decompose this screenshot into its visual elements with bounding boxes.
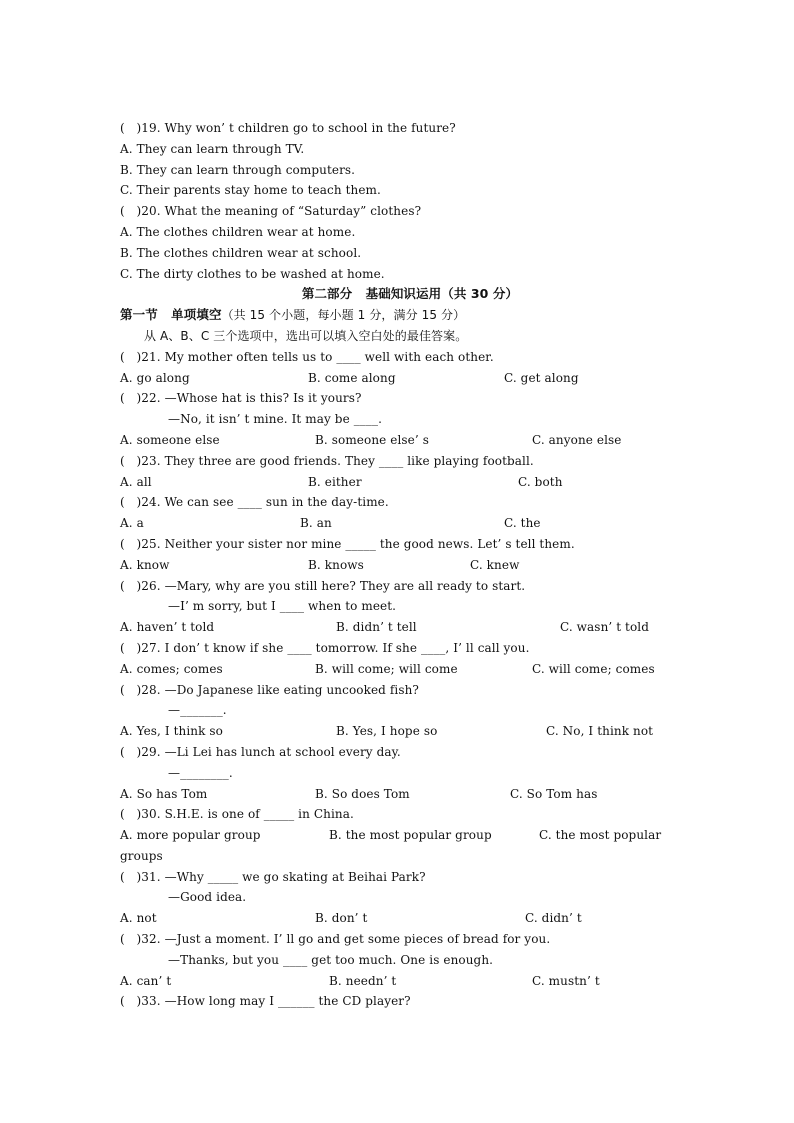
option-23-b: B. either <box>308 474 362 489</box>
reply-28: —_______. <box>168 703 227 718</box>
options-32 <box>120 971 700 992</box>
question-33: ( )33. —How long may I ______ the CD player? <box>120 994 411 1009</box>
option-32-b: B. needn’ t <box>329 973 397 988</box>
options-28 <box>120 721 700 742</box>
reply-29: —________. <box>168 765 233 780</box>
option-30-a: A. more popular group <box>120 828 261 843</box>
section-1-title: 第一节 单项填空 <box>120 307 222 323</box>
option-28-a: A. Yes, I think so <box>120 724 224 739</box>
option-29-c: C. So Tom has <box>510 786 598 801</box>
option-21-b: B. come along <box>308 370 396 385</box>
option-28-c: C. No, I think not <box>546 724 654 739</box>
question-28: ( )28. —Do Japanese like eating uncooked fish? <box>120 682 419 697</box>
option-22-b: B. someone else’ s <box>315 432 429 447</box>
option-31-c: C. didn’ t <box>525 911 582 926</box>
options-24 <box>120 513 700 534</box>
option-20-c: C. The dirty clothes to be washed at home. <box>120 266 385 281</box>
question-32: ( )32. —Just a moment. I’ ll go and get some pieces of bread for you. <box>120 932 551 947</box>
option-26-c: C. wasn’ t told <box>560 620 650 635</box>
options-27 <box>120 659 700 680</box>
option-26-a: A. haven’ t told <box>120 620 215 635</box>
question-29: ( )29. —Li Lei has lunch at school every day. <box>120 744 401 759</box>
option-21-a: A. go along <box>120 370 190 385</box>
option-32-c: C. mustn’ t <box>532 973 600 988</box>
question-22: ( )22. —Whose hat is this? Is it yours? <box>120 391 362 406</box>
exam-page <box>120 118 700 1012</box>
question-20: ( )20. What the meaning of “Saturday” clothes? <box>120 204 422 219</box>
question-23: ( )23. They three are good friends. They ____ like playing football. <box>120 453 534 468</box>
question-30: ( )30. S.H.E. is one of _____ in China. <box>120 807 354 822</box>
option-24-c: C. the <box>504 516 541 531</box>
option-19-a: A. They can learn through TV. <box>120 141 305 156</box>
question-31: ( )31. —Why _____ we go skating at Beihai Park? <box>120 869 426 884</box>
reply-22: —No, it isn’ t mine. It may be ____. <box>168 412 383 427</box>
option-31-a: A. not <box>120 911 157 926</box>
option-20-b: B. The clothes children wear at school. <box>120 245 362 260</box>
options-23 <box>120 472 700 493</box>
options-29 <box>120 784 700 805</box>
option-19-b: B. They can learn through computers. <box>120 162 356 177</box>
options-22 <box>120 430 700 451</box>
option-30-c: C. the most popular <box>539 828 662 843</box>
option-28-b: B. Yes, I hope so <box>336 724 438 739</box>
options-21 <box>120 368 700 389</box>
option-24-a: A. a <box>120 516 144 531</box>
question-19: ( )19. Why won’ t children go to school in the future? <box>120 121 456 135</box>
option-30-b: B. the most popular group <box>329 828 492 843</box>
option-19-c: C. Their parents stay home to teach them. <box>120 183 381 198</box>
option-22-a: A. someone else <box>120 432 220 447</box>
option-22-c: C. anyone else <box>532 432 622 447</box>
question-25: ( )25. Neither your sister nor mine _____ the good news. Let’ s tell them. <box>120 536 575 551</box>
section-1-scoring: （共 15 个小题，每小题 1 分，满分 15 分） <box>221 308 466 323</box>
options-26 <box>120 617 700 638</box>
question-27: ( )27. I don’ t know if she ____ tomorrow. If she ____, I’ ll call you. <box>120 640 530 655</box>
part-2-heading: 第二部分 基础知识运用（共 30 分） <box>301 286 519 302</box>
option-32-a: A. can’ t <box>120 973 172 988</box>
option-25-c: C. knew <box>470 557 520 572</box>
reply-26: —I’ m sorry, but I ____ when to meet. <box>168 599 397 614</box>
option-27-b: B. will come; will come <box>315 661 458 676</box>
option-24-b: B. an <box>300 516 332 531</box>
option-27-a: A. comes; comes <box>120 661 223 676</box>
reply-32: —Thanks, but you ____ get too much. One is enough. <box>168 952 494 967</box>
option-31-b: B. don’ t <box>315 911 368 926</box>
option-30-c-wrap: groups <box>120 848 163 863</box>
option-25-b: B. knows <box>308 557 364 572</box>
option-27-c: C. will come; comes <box>532 661 655 676</box>
option-26-b: B. didn’ t tell <box>336 620 417 635</box>
section-1-instructions: 从 A、B、C 三个选项中，选出可以填入空白处的最佳答案。 <box>144 328 468 343</box>
question-26: ( )26. —Mary, why are you still here? They are all ready to start. <box>120 578 526 593</box>
reply-31: —Good idea. <box>168 890 247 905</box>
option-21-c: C. get along <box>504 370 579 385</box>
option-23-a: A. all <box>120 474 152 489</box>
option-29-b: B. So does Tom <box>315 786 410 801</box>
option-25-a: A. know <box>120 557 170 572</box>
question-24: ( )24. We can see ____ sun in the day-time. <box>120 495 389 510</box>
options-30 <box>120 825 700 846</box>
option-29-a: A. So has Tom <box>120 786 208 801</box>
section-1-heading <box>120 305 700 326</box>
option-23-c: C. both <box>518 474 563 489</box>
options-31 <box>120 908 700 929</box>
options-25 <box>120 555 700 576</box>
question-21: ( )21. My mother often tells us to ____ well with each other. <box>120 349 494 364</box>
option-20-a: A. The clothes children wear at home. <box>120 224 356 239</box>
